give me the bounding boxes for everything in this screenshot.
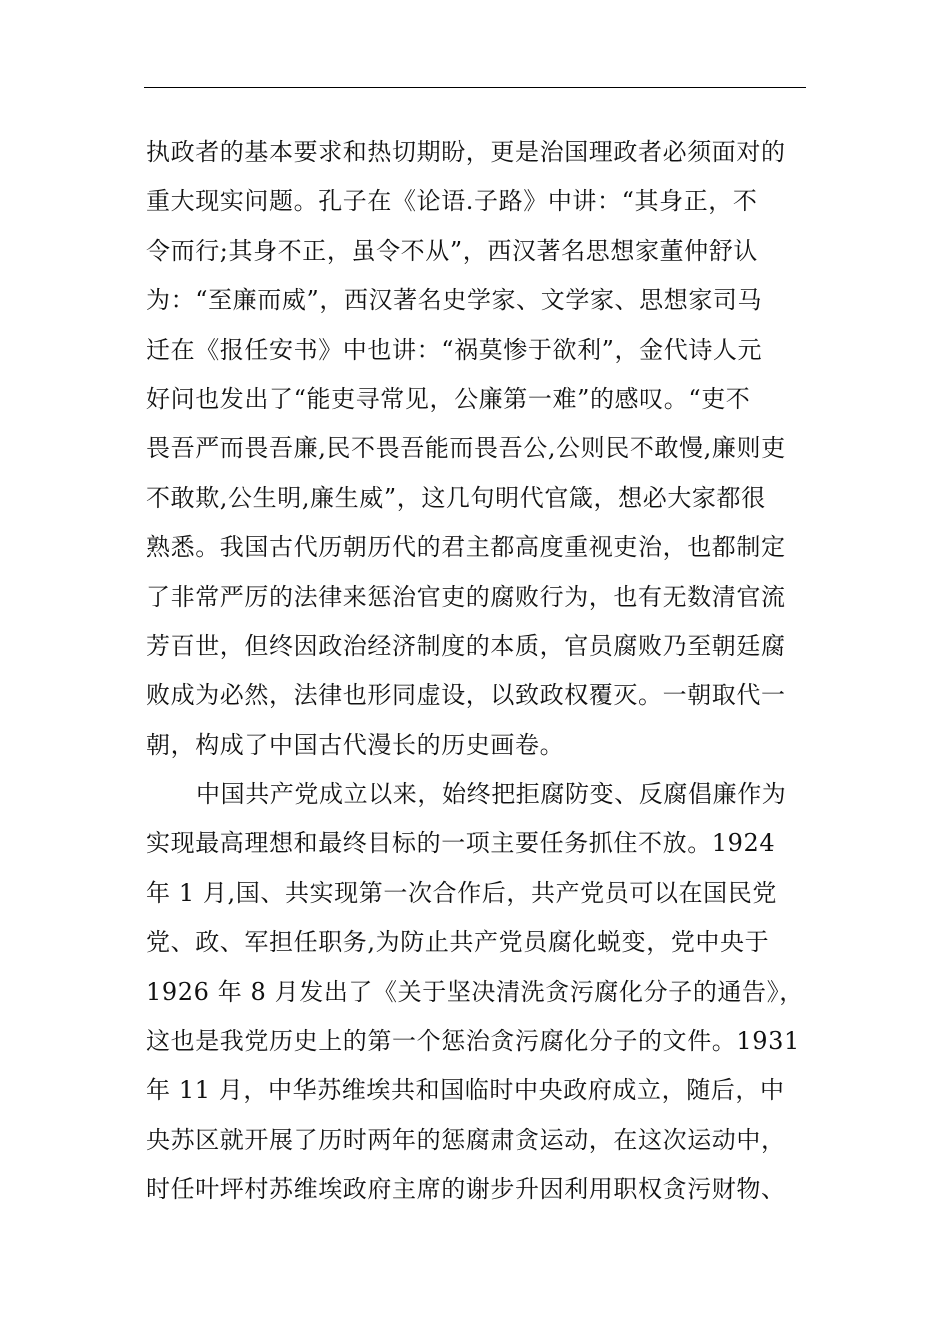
text-line: 熟悉。我国古代历朝历代的君主都高度重视吏治，也都制定 bbox=[146, 533, 786, 562]
paragraph-1 bbox=[146, 128, 808, 770]
text-line: 不敢欺,公生明,廉生威”，这几句明代官箴，想必大家都很 bbox=[146, 483, 766, 512]
document-body bbox=[146, 128, 808, 1215]
text-line: 好问也发出了“能吏寻常见，公廉第一难”的感叹。“吏不 bbox=[146, 384, 751, 413]
text-line: 实现最高理想和最终目标的一项主要任务抓住不放。1924 bbox=[146, 829, 776, 858]
text-line: 时任叶坪村苏维埃政府主席的谢步升因利用职权贪污财物、 bbox=[146, 1175, 786, 1204]
text-line: 执政者的基本要求和热切期盼，更是治国理政者必须面对的 bbox=[146, 138, 786, 166]
text-line: 芳百世，但终因政治经济制度的本质，官员腐败乃至朝廷腐 bbox=[146, 631, 786, 660]
text-line: 1926 年 8 月发出了《关于坚决清洗贪污腐化分子的通告》， bbox=[146, 977, 804, 1006]
text-line: 令而行;其身不正，虽令不从”，西汉著名思想家董仲舒认 bbox=[146, 236, 758, 265]
text-line: 为：“至廉而威”，西汉著名史学家、文学家、思想家司马 bbox=[146, 286, 763, 315]
text-line: 年 1 月,国、共实现第一次合作后，共产党员可以在国民党 bbox=[146, 878, 777, 907]
paragraph-2 bbox=[146, 770, 808, 1215]
text-line: 党、政、军担任职务,为防止共产党员腐化蜕变，党中央于 bbox=[146, 928, 770, 957]
text-line: 央苏区就开展了历时两年的惩腐肃贪运动，在这次运动中， bbox=[146, 1125, 786, 1154]
text-line: 中国共产党成立以来，始终把拒腐防变、反腐倡廉作为 bbox=[196, 780, 787, 809]
text-line: 迁在《报任安书》中也讲：“祸莫惨于欲利”，金代诗人元 bbox=[146, 335, 763, 364]
text-line: 这也是我党历史上的第一个惩治贪污腐化分子的文件。1931 bbox=[146, 1027, 800, 1056]
text-line: 年 11 月，中华苏维埃共和国临时中央政府成立，随后，中 bbox=[146, 1076, 785, 1105]
text-line: 畏吾严而畏吾廉,民不畏吾能而畏吾公,公则民不敢慢,廉则吏 bbox=[146, 434, 786, 463]
text-line: 重大现实问题。孔子在《论语.子路》中讲：“其身正，不 bbox=[146, 187, 758, 216]
text-line: 败成为必然，法律也形同虚设，以致政权覆灭。一朝取代一 bbox=[146, 681, 786, 710]
header-rule bbox=[144, 87, 806, 88]
text-line: 了非常严厉的法律来惩治官吏的腐败行为，也有无数清官流 bbox=[146, 582, 786, 611]
text-line: 朝，构成了中国古代漫长的历史画卷。 bbox=[146, 730, 565, 759]
